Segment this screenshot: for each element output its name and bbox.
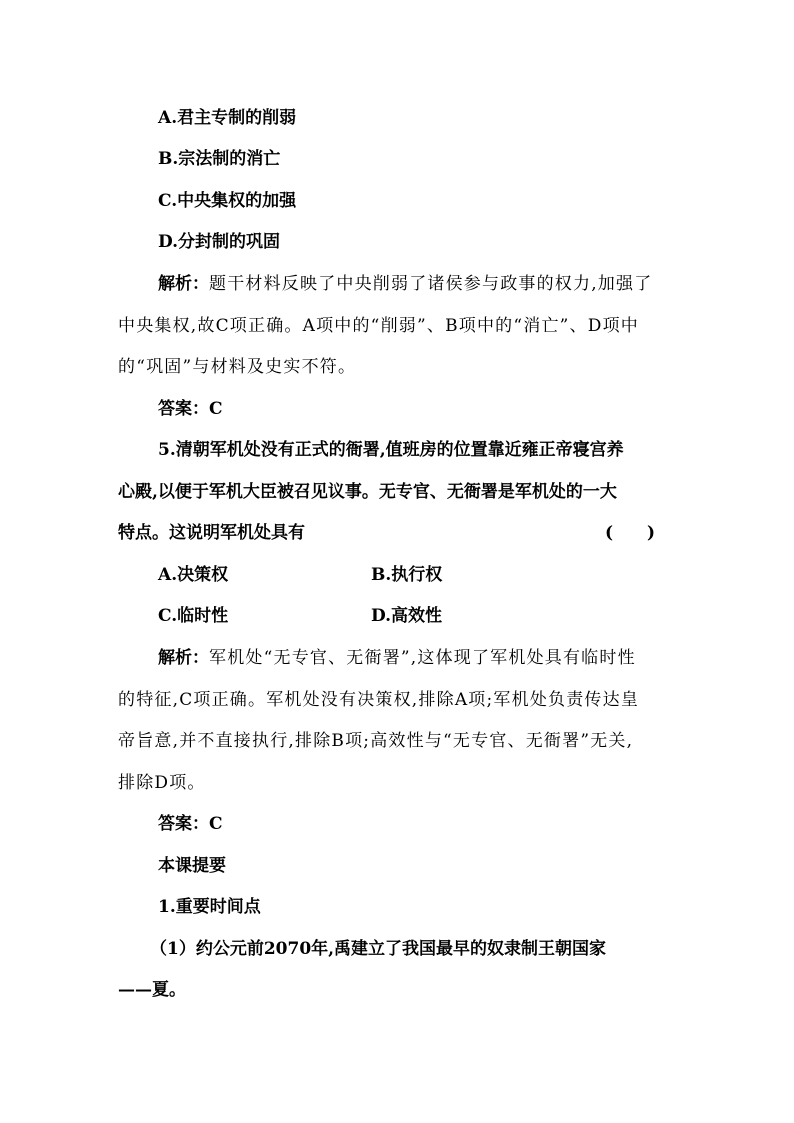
q5-options-row-2 <box>158 604 558 628</box>
q5-analysis-line-3: 帝旨意,并不直接执行,排除B项;高效性与“无专官、无衙署”无关, <box>118 731 634 751</box>
q5-analysis-line-4: 排除D项。 <box>118 773 206 793</box>
q5-option-c: C.临时性 <box>158 606 229 626</box>
q4-analysis-text-1: 题干材料反映了中央削弱了诸侯参与政事的权力,加强了 <box>209 274 653 294</box>
q5-options-row-1 <box>158 563 558 587</box>
q5-stem-text-3: 特点。这说明军机处具有 <box>118 523 305 543</box>
q4-option-b: B.宗法制的消亡 <box>158 149 281 169</box>
q5-option-b: B.执行权 <box>371 565 443 585</box>
q5-answer: 答案：C <box>158 814 223 834</box>
q5-answer-parentheses: ( ) <box>605 523 656 543</box>
summary-heading: 本课提要 <box>158 856 226 876</box>
q5-analysis-text-1: 军机处“无专官、无衙署”,这体现了军机处具有临时性 <box>209 648 636 668</box>
summary-subheading: 1.重要时间点 <box>158 897 261 917</box>
q5-option-a: A.决策权 <box>158 565 229 585</box>
q4-analysis-label: 解析： <box>158 274 209 294</box>
q4-analysis-line-2: 中央集权,故C项正确。A项中的“削弱”、B项中的“消亡”、D项中 <box>118 316 639 336</box>
q4-analysis-line-3: 的“巩固”与材料及史实不符。 <box>118 357 357 377</box>
q4-analysis-line-1 <box>158 272 652 296</box>
q4-option-a: A.君主专制的削弱 <box>158 108 297 128</box>
q5-analysis-label: 解析： <box>158 648 209 668</box>
q5-stem-line-3 <box>118 521 678 545</box>
q5-stem-line-2: 心殿,以便于军机大臣被召见议事。无专官、无衙署是军机处的一大 <box>118 482 617 502</box>
q5-option-d: D.高效性 <box>371 606 443 626</box>
q4-answer: 答案：C <box>158 399 223 419</box>
q5-analysis-line-2: 的特征,C项正确。军机处没有决策权,排除A项;军机处负责传达皇 <box>118 690 640 710</box>
q4-option-c: C.中央集权的加强 <box>158 191 297 211</box>
summary-item-1-line-2: ——夏。 <box>118 980 186 1000</box>
q5-analysis-line-1 <box>158 646 636 670</box>
q4-option-d: D.分封制的巩固 <box>158 232 281 252</box>
summary-item-1-line-1: （1）约公元前2070年,禹建立了我国最早的奴隶制王朝国家 <box>150 939 607 959</box>
q5-stem-line-1: 5.清朝军机处没有正式的衙署,值班房的位置靠近雍正帝寝宫养 <box>158 440 624 460</box>
